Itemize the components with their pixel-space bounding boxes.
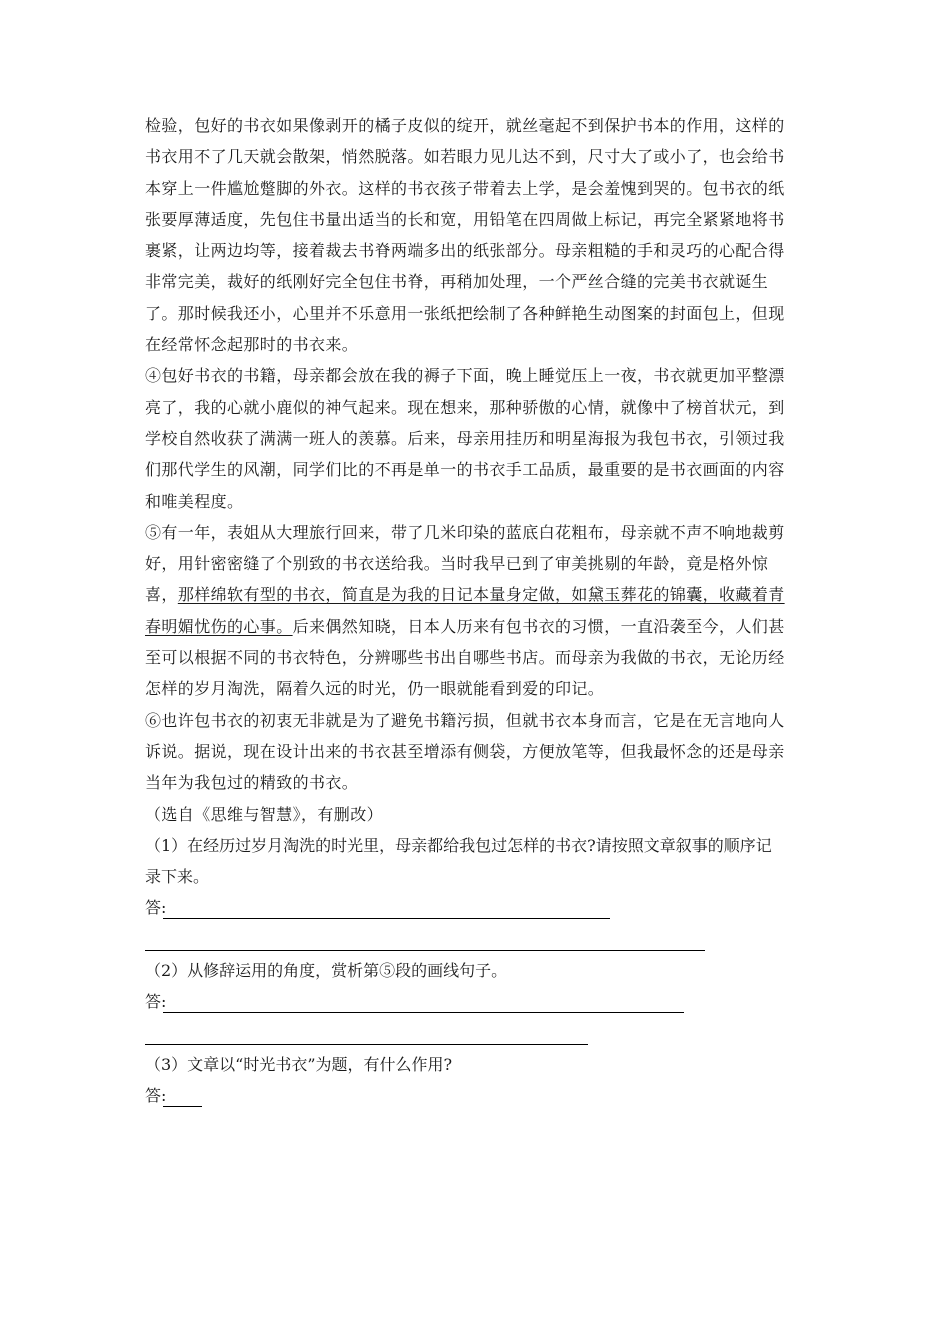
text-line: ⑥也许包书衣的初衷无非就是为了避免书籍污损，但就书衣本身而言，它是在无言地向人 bbox=[145, 710, 785, 730]
question-text: （1）在经历过岁月淘洗的时光里，母亲都给我包过怎样的书衣?请按照文章叙事的顺序记 bbox=[145, 835, 772, 855]
text-line: 非常完美，裁好的纸刚好完全包住书脊，再稍加处理，一个严丝合缝的完美书衣就诞生 bbox=[145, 272, 769, 292]
answer-blank[interactable] bbox=[163, 1012, 684, 1013]
answer-line bbox=[145, 1080, 805, 1111]
plain-text: 喜， bbox=[145, 585, 178, 605]
text-line: 检验，包好的书衣如果像剥开的橘子皮似的绽开，就丝毫起不到保护书本的作用，这样的 bbox=[145, 116, 785, 135]
answer-blank[interactable] bbox=[145, 950, 705, 951]
text-line: 裹紧，让两边均等，接着裁去书脊两端多出的纸张部分。母亲粗糙的手和灵巧的心配合得 bbox=[145, 241, 785, 261]
text-line: ④包好书衣的书籍，母亲都会放在我的褥子下面，晚上睡觉压上一夜，书衣就更加平整漂 bbox=[145, 366, 785, 386]
question-text: （2）从修辞运用的角度，赏析第⑤段的画线句子。 bbox=[145, 961, 508, 981]
text-line: 张要厚薄适度，先包住书量出适当的长和宽，用铅笔在四周做上标记，再完全紧紧地将书 bbox=[145, 209, 785, 229]
plain-text: 后来偶然知晓，日本人历来有包书衣的习惯，一直沿袭至今，人们甚 bbox=[292, 616, 785, 636]
document-page bbox=[145, 110, 805, 1112]
text-line: 怎样的岁月淘洗，隔着久远的时光，仍一眼就能看到爱的印记。 bbox=[145, 679, 605, 699]
answer-line bbox=[145, 892, 805, 923]
question-text: 录下来。 bbox=[145, 867, 210, 887]
answer-line bbox=[145, 924, 805, 955]
question-text: （3）文章以“时光书衣”为题，有什么作用? bbox=[145, 1054, 453, 1074]
question-1 bbox=[145, 830, 805, 955]
paragraph-3 bbox=[145, 110, 805, 360]
text-line: 了。那时候我还小，心里并不乐意用一张纸把绘制了各种鲜艳生动图案的封面包上，但现 bbox=[145, 303, 785, 323]
paragraph-4 bbox=[145, 360, 805, 516]
text-line bbox=[145, 611, 805, 642]
text-line: 在经常怀念起那时的书衣来。 bbox=[145, 335, 359, 355]
text-line: 亮了，我的心就小鹿似的神气起来。现在想来，那种骄傲的心情，就像中了榜首状元，到 bbox=[145, 397, 785, 417]
text-line: 诉说。据说，现在设计出来的书衣甚至增添有侧袋，方便放笔等，但我最怀念的还是母亲 bbox=[145, 741, 785, 761]
answer-label: 答: bbox=[145, 898, 167, 918]
text-line: ⑤有一年，表姐从大理旅行回来，带了几米印染的蓝底白花粗布，母亲就不声不响地裁剪 bbox=[145, 522, 785, 542]
text-line: 和唯美程度。 bbox=[145, 491, 244, 511]
text-line: 当年为我包过的精致的书衣。 bbox=[145, 773, 359, 793]
answer-blank[interactable] bbox=[163, 1106, 202, 1107]
paragraph-5 bbox=[145, 517, 805, 705]
text-line: 本穿上一件尴尬蹩脚的外衣。这样的书衣孩子带着去上学，是会羞愧到哭的。包书衣的纸 bbox=[145, 178, 785, 198]
text-line: 至可以根据不同的书衣特色，分辨哪些书出自哪些书店。而母亲为我做的书衣，无论历经 bbox=[145, 648, 785, 668]
source-citation: （选自《思维与智慧》，有删改） bbox=[145, 804, 384, 824]
text-line: 好，用针密密缝了个别致的书衣送给我。当时我早已到了审美挑剔的年龄，竟是格外惊 bbox=[145, 554, 769, 574]
text-line bbox=[145, 579, 805, 610]
text-line: 学校自然收获了满满一班人的羡慕。后来，母亲用挂历和明星海报为我包书衣，引领过我 bbox=[145, 428, 785, 448]
answer-blank[interactable] bbox=[163, 918, 610, 919]
answer-label: 答: bbox=[145, 992, 167, 1012]
underlined-sentence: 春明媚忧伤的心事。 bbox=[145, 616, 293, 636]
underlined-sentence: 那样绵软有型的书衣，简直是为我的日记本量身定做，如黛玉葬花的锦囊，收藏着青 bbox=[177, 585, 785, 605]
answer-label: 答: bbox=[145, 1086, 167, 1106]
question-3 bbox=[145, 1049, 805, 1112]
question-2 bbox=[145, 955, 805, 1049]
text-line: 书衣用不了几天就会散架，悄然脱落。如若眼力见儿达不到，尺寸大了或小了，也会给书 bbox=[145, 147, 785, 167]
paragraph-6 bbox=[145, 705, 805, 799]
answer-blank[interactable] bbox=[145, 1044, 588, 1045]
answer-line bbox=[145, 986, 805, 1017]
answer-line bbox=[145, 1018, 805, 1049]
text-line: 们那代学生的风潮，同学们比的不再是单一的书衣手工品质，最重要的是书衣画面的内容 bbox=[145, 460, 785, 480]
